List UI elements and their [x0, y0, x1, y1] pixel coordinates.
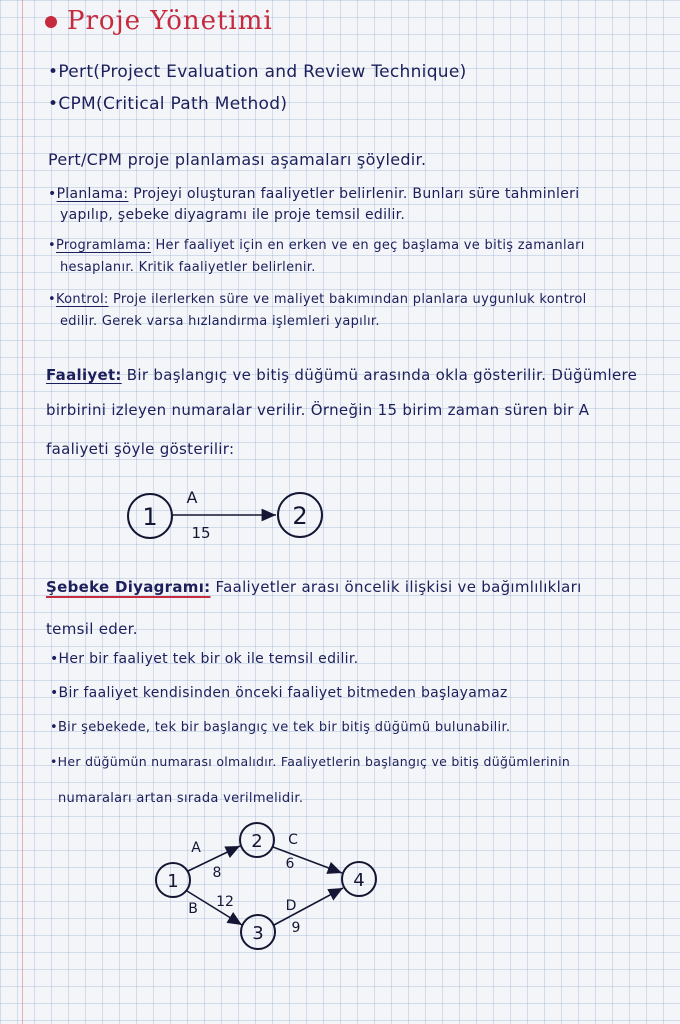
network-node-4-label: 4 [353, 870, 365, 891]
network-edge-d [274, 888, 343, 925]
network-node-2-label: 2 [251, 831, 263, 852]
activity-arrow-label: A [186, 488, 198, 507]
phase-planning-line2: yapılıp, şebeke diyagramı ile proje temsil edilir. [60, 207, 406, 223]
phase-control: •Kontrol: Proje ilerlerken süre ve maliyet bakımından planlara uygunluk kontrol [48, 292, 587, 307]
network-edge-c [273, 847, 342, 873]
network-line1-text: Faaliyetler arası öncelik ilişkisi ve bağımlılıkları [210, 578, 582, 596]
network-edge-b-label: B [188, 901, 198, 917]
network-edge-d-label: D [285, 898, 297, 914]
network-node-3-label: 3 [252, 923, 264, 944]
phase-programming-line2: hesaplanır. Kritik faaliyetler belirlenir. [60, 260, 316, 275]
network-bullet-3: •Bir şebekede, tek bir başlangıç ve tek bir bitiş düğümü bulunabilir. [50, 720, 511, 735]
network-line2: temsil eder. [46, 620, 138, 638]
phase-planning-term: Planlama: [56, 186, 129, 202]
phases-intro: Pert/CPM proje planlaması aşamaları şöyledir. [48, 150, 427, 169]
network-edge-d-duration: 9 [291, 920, 301, 936]
network-bullet-2: •Bir faaliyet kendisinden önceki faaliyet bitmeden başlayamaz [50, 685, 508, 701]
phase-programming-term: Programlama: [55, 238, 152, 253]
phase-control-term: Kontrol: [55, 292, 109, 307]
network-bullet-1: •Her bir faaliyet tek bir ok ile temsil edilir. [50, 651, 359, 667]
activity-line3: faaliyeti şöyle gösterilir: [46, 440, 235, 458]
phase-control-line2: edilir. Gerek varsa hızlandırma işlemleri yapılır. [60, 314, 380, 329]
activity-node-end-label: 2 [292, 502, 308, 530]
network-edge-a-label: A [191, 840, 201, 856]
network-edge-c-label: C [288, 832, 298, 848]
activity-term: Faaliyet: [46, 366, 122, 384]
activity-line2: birbirini izleyen numaralar verilir. Örneğin 15 birim zaman süren bir A [46, 401, 590, 419]
network-edge-b-duration: 12 [216, 894, 234, 910]
network-bullet-4: •Her düğümün numarası olmalıdır. Faaliyetlerin başlangıç ve bitiş düğümlerinin [50, 754, 571, 769]
network-node-1-label: 1 [167, 871, 179, 892]
network-term: Şebeke Diyagramı: [46, 578, 211, 596]
phase-programming-line1: Her faaliyet için en erken ve en geç başlama ve bitiş zamanları [151, 238, 585, 253]
phase-programming: •Programlama: Her faaliyet için en erken ve en geç başlama ve bitiş zamanları [48, 238, 585, 253]
method-cpm: •CPM(Critical Path Method) [48, 94, 288, 114]
activity-line1-text: Bir başlangıç ve bitiş düğümü arasında okla gösterilir. Düğümlere [121, 366, 638, 384]
activity-node-start-label: 1 [142, 503, 158, 531]
network-edge-a-duration: 8 [212, 865, 222, 881]
page-title-text: Proje Yönetimi [67, 6, 273, 36]
network-bullet-4-tail: numaraları artan sırada verilmelidir. [58, 791, 304, 806]
phase-planning: •Planlama: Projeyi oluşturan faaliyetler belirlenir. Bunları süre tahminleri [48, 186, 580, 202]
activity-arrow-duration: 15 [191, 524, 211, 542]
phase-planning-line1: Projeyi oluşturan faaliyetler belirlenir. Bunları süre tahminleri [128, 186, 580, 202]
method-pert: •Pert(Project Evaluation and Review Technique) [48, 62, 467, 82]
network-edge-c-duration: 6 [285, 856, 295, 872]
phase-control-line1: Proje ilerlerken süre ve maliyet bakımından planlara uygunluk kontrol [108, 292, 587, 307]
